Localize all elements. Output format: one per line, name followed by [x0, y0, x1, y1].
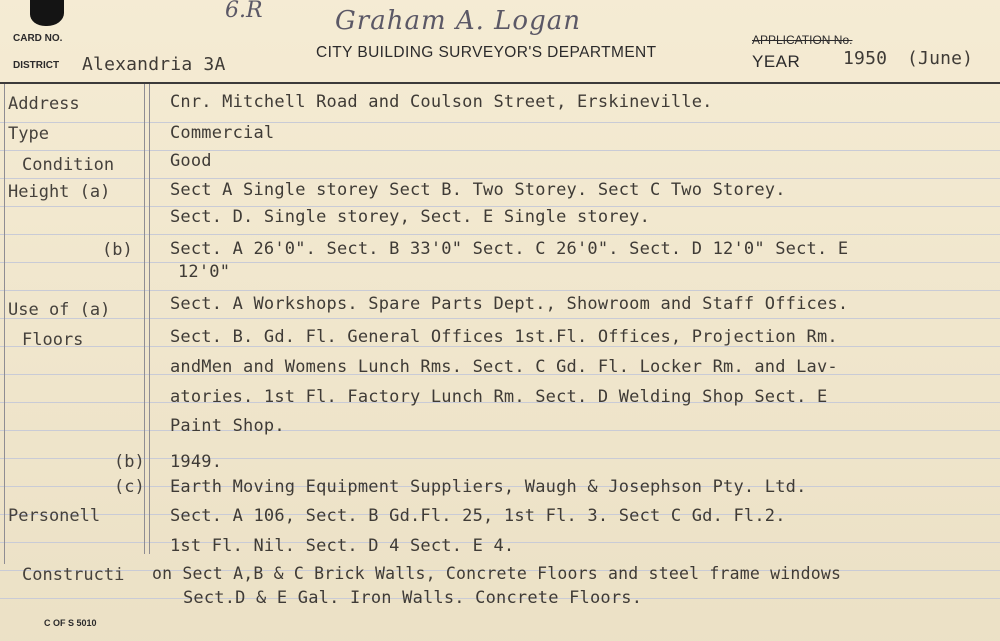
- department-title: CITY BUILDING SURVEYOR'S DEPARTMENT: [316, 44, 657, 61]
- label-condition: Condition: [22, 155, 115, 175]
- label-construction: Constructi: [22, 565, 125, 585]
- label-type: Type: [8, 124, 49, 144]
- rule-line: [0, 178, 1000, 179]
- rule-line: [0, 290, 1000, 291]
- signature: Graham A. Logan: [335, 6, 581, 36]
- left-margin-rule: [4, 84, 5, 564]
- height-a-line-1: Sect A Single storey Sect B. Two Storey. Sect C Two Storey.: [170, 180, 786, 200]
- rule-line: [0, 150, 1000, 151]
- label-address: Address: [8, 94, 80, 114]
- form-code: C OF S 5010: [44, 618, 97, 628]
- district-value: Alexandria 3A: [82, 54, 226, 75]
- use-a-line-1: Sect. A Workshops. Spare Parts Dept., Showroom and Staff Offices.: [170, 294, 849, 314]
- header-rule: [0, 82, 1000, 84]
- construction-line-1: on Sect A,B & C Brick Walls, Concrete Floors and steel frame windows: [152, 564, 842, 583]
- district-label: DISTRICT: [13, 60, 60, 71]
- rule-line: [0, 458, 1000, 459]
- label-use-b: (b): [114, 452, 145, 472]
- handwritten-code: 6.R: [225, 0, 263, 23]
- label-height: Height (a): [8, 182, 111, 202]
- rule-line: [0, 430, 1000, 431]
- condition-value: Good: [170, 151, 212, 171]
- rule-line: [0, 262, 1000, 263]
- personell-line-2: 1st Fl. Nil. Sect. D 4 Sect. E 4.: [170, 536, 515, 556]
- year-value: 1950: [843, 48, 888, 69]
- use-a-line-5: Paint Shop.: [170, 416, 285, 436]
- use-a-line-2: Sect. B. Gd. Fl. General Offices 1st.Fl. Offices, Projection Rm.: [170, 327, 838, 347]
- use-b-value: 1949.: [170, 452, 223, 472]
- label-floors: Floors: [22, 330, 84, 350]
- label-use-c: (c): [114, 477, 145, 497]
- height-a-line-2: Sect. D. Single storey, Sect. E Single storey.: [170, 207, 651, 227]
- rule-line: [0, 318, 1000, 319]
- personell-line-1: Sect. A 106, Sect. B Gd.Fl. 25, 1st Fl. 3. Sect C Gd. Fl.2.: [170, 506, 786, 526]
- construction-line-2: Sect.D & E Gal. Iron Walls. Concrete Floors.: [183, 588, 643, 608]
- use-a-line-3: andMen and Womens Lunch Rms. Sect. C Gd. Fl. Locker Rm. and Lav-: [170, 357, 838, 377]
- type-value: Commercial: [170, 123, 275, 143]
- card-no-label: CARD NO.: [13, 33, 63, 44]
- height-b-line-2: 12'0": [178, 262, 231, 282]
- use-c-value: Earth Moving Equipment Suppliers, Waugh & Josephson Pty. Ltd.: [170, 477, 807, 497]
- year-label: YEAR: [752, 52, 801, 71]
- column-divider: [144, 84, 150, 554]
- rule-line: [0, 234, 1000, 235]
- height-b-line-1: Sect. A 26'0". Sect. B 33'0" Sect. C 26'0". Sect. D 12'0" Sect. E: [170, 239, 849, 259]
- ink-blot: [30, 0, 64, 26]
- rule-line: [0, 122, 1000, 123]
- use-a-line-4: atories. 1st Fl. Factory Lunch Rm. Sect. D Welding Shop Sect. E: [170, 387, 828, 407]
- label-height-b: (b): [102, 240, 133, 260]
- application-no-label: APPLICATION No.: [752, 33, 853, 47]
- month-value: (June): [907, 48, 974, 69]
- address-value: Cnr. Mitchell Road and Coulson Street, Erskineville.: [170, 92, 713, 112]
- label-personell: Personell: [8, 506, 101, 526]
- label-use-of: Use of (a): [8, 300, 111, 320]
